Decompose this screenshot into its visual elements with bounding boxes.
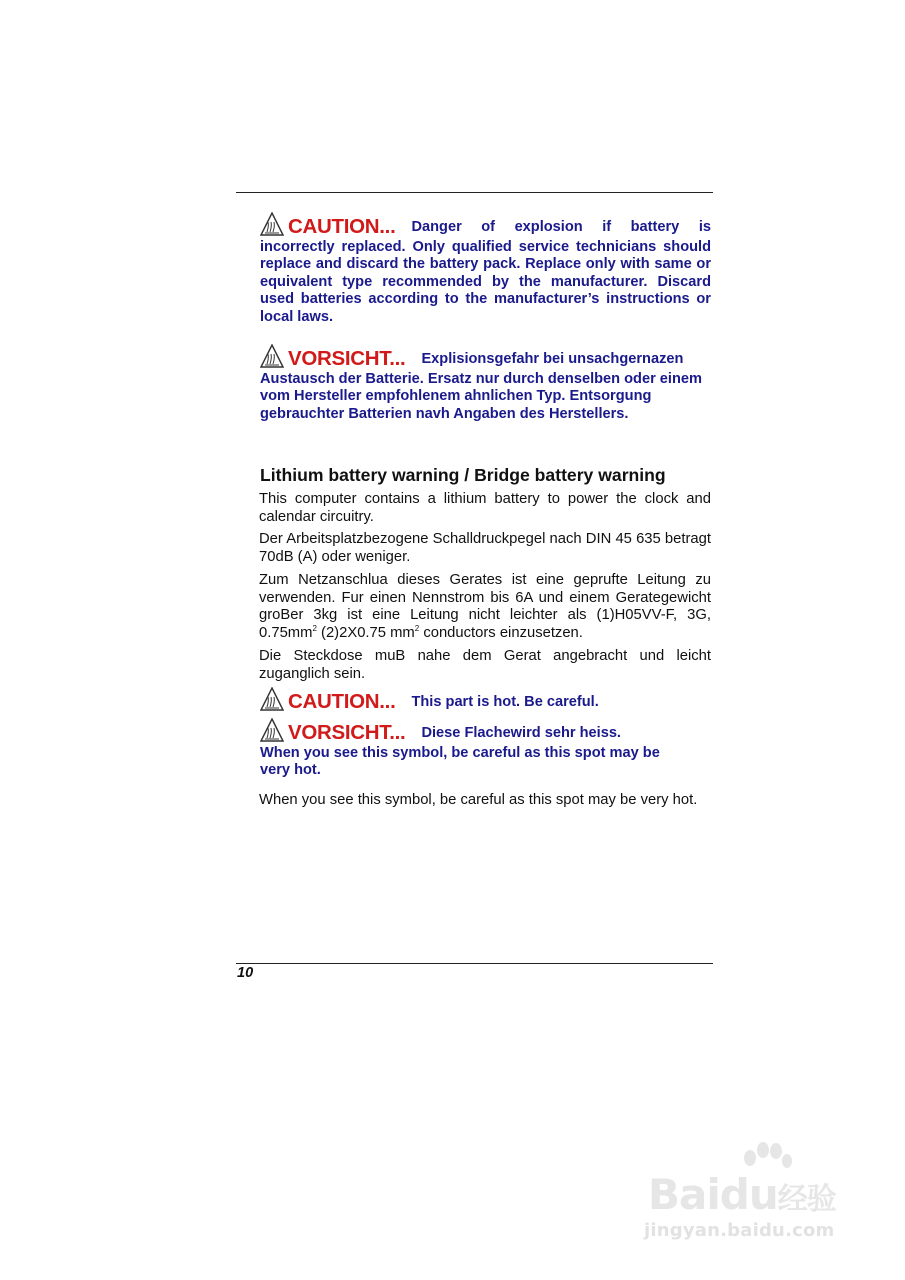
logo-bai: Bai bbox=[648, 1170, 720, 1219]
vorsicht-hot-text: Diese Flachewird sehr heiss. bbox=[421, 725, 621, 741]
power-cord-text-c: conductors einzusetzen. bbox=[419, 624, 583, 641]
caution-hot-part bbox=[260, 687, 711, 714]
paragraph-power-cord bbox=[259, 572, 711, 642]
superscript: 2 bbox=[414, 623, 420, 633]
page-number: 10 bbox=[237, 965, 254, 981]
power-cord-text-a: Zum Netzanschlua dieses Gerates ist eine geprufte Leitung zu verwenden. Fur einen Nennstrom bis 6A und einem Gerategewicht groBer 3kg ist eine Leitung nicht leichter als (1)H05VV-F, 3G, 0.75mm bbox=[259, 572, 711, 641]
vorsicht-label-group bbox=[260, 344, 405, 371]
vorsicht-label: VORSICHT... bbox=[288, 347, 406, 370]
hot-surface-warning-icon bbox=[260, 344, 284, 369]
caution-label-group bbox=[260, 212, 395, 239]
watermark-url: jingyan.baidu.com bbox=[644, 1220, 835, 1241]
paragraph-lithium-battery: This computer contains a lithium battery to power the clock and calendar circuitry. bbox=[259, 491, 711, 525]
logo-jingyan: 经验 bbox=[777, 1182, 836, 1217]
power-cord-text-b: (2)2X0.75 mm bbox=[316, 624, 415, 641]
caution-text: Danger of explosion if battery is incorrectly replaced. Only qualified service technicians should replace and discard the battery pack. Replace only with same or equivalent type recommended by the manufacturer. Discard used batteries according to the manufacturer’s instructions or local laws. bbox=[260, 219, 711, 325]
paragraph-socket: Die Steckdose muB nahe dem Gerat angebracht und leicht zuganglich sein. bbox=[259, 648, 711, 682]
hot-surface-warning-icon bbox=[260, 212, 284, 237]
paragraph-sound-pressure: Der Arbeitsplatzbezogene Schalldruckpegel nach DIN 45 635 betragt 70dB (A) oder weniger. bbox=[259, 531, 711, 565]
caution-hot-text: This part is hot. Be careful. bbox=[411, 694, 599, 710]
vorsicht-text: Explisionsgefahr bei unsachgernazen Austausch der Batterie. Ersatz nur durch denselben oder einem vom Hersteller empfohlenem ahnlichen Typ. Entsorgung gebrauchter Batterien navh Angaben des Herstellers. bbox=[260, 351, 702, 422]
bottom-rule bbox=[236, 963, 713, 964]
baidu-logo-text bbox=[648, 1170, 836, 1219]
section-heading: Lithium battery warning / Bridge battery warning bbox=[260, 465, 666, 485]
top-rule bbox=[236, 192, 713, 193]
superscript: 2 bbox=[312, 623, 317, 633]
vorsicht-label: VORSICHT... bbox=[288, 721, 406, 744]
hot-surface-warning-icon bbox=[260, 718, 284, 743]
paragraph-hot-symbol: When you see this symbol, be careful as this spot may be very hot. bbox=[259, 792, 698, 808]
caution-label-group bbox=[260, 687, 395, 714]
caution-label: CAUTION... bbox=[288, 215, 396, 238]
logo-du: du bbox=[719, 1170, 778, 1219]
vorsicht-battery-explosion bbox=[260, 344, 705, 423]
caution-label: CAUTION... bbox=[288, 690, 396, 713]
vorsicht-label-group bbox=[260, 718, 405, 745]
vorsicht-hot-extra: When you see this symbol, be careful as this spot may be very hot. bbox=[260, 744, 660, 779]
hot-surface-warning-icon bbox=[260, 687, 284, 712]
baidu-watermark bbox=[640, 1140, 860, 1250]
vorsicht-hot-part bbox=[260, 718, 690, 780]
caution-battery-explosion bbox=[260, 212, 711, 327]
